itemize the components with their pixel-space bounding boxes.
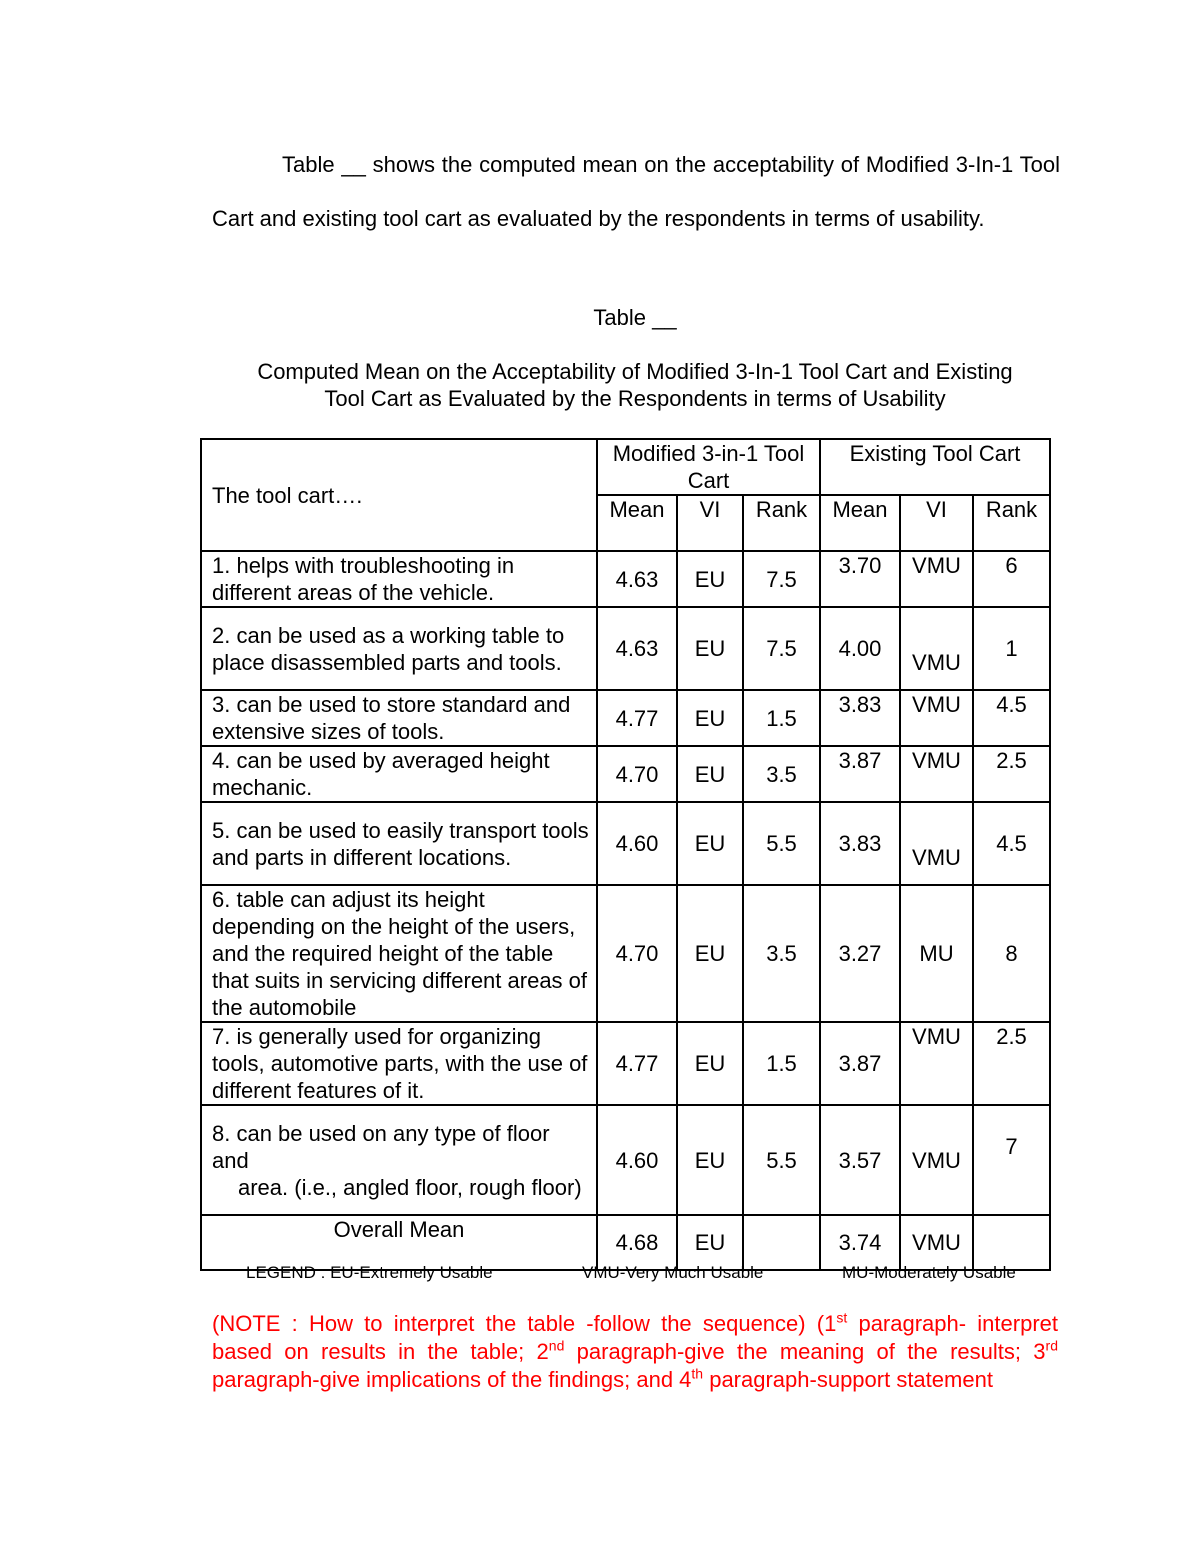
existing-rank-cell: 1 (973, 607, 1050, 690)
col-header-mean: Mean (820, 495, 900, 551)
col-header-rank: Rank (973, 495, 1050, 551)
existing-vi-cell: VMU (900, 1105, 973, 1215)
modified-mean-cell: 4.60 (597, 1105, 677, 1215)
usability-table (200, 438, 1051, 1271)
table-row (201, 885, 1050, 1022)
existing-rank-cell: 8 (973, 885, 1050, 1022)
item-cell: 2. can be used as a working table to place disassembled parts and tools. (201, 607, 597, 690)
overall-modified-vi: EU (677, 1215, 743, 1270)
col-header-vi: VI (677, 495, 743, 551)
note-text: paragraph-give implications of the findings; and 4 (212, 1367, 692, 1392)
corner-header: The tool cart…. (201, 439, 597, 551)
existing-mean-cell: 4.00 (820, 607, 900, 690)
modified-rank-cell: 7.5 (743, 607, 820, 690)
existing-mean-cell: 3.87 (820, 1022, 900, 1105)
modified-vi-cell: EU (677, 690, 743, 746)
item-cell: 7. is generally used for organizing tools, automotive parts, with the use of different features of it. (201, 1022, 597, 1105)
existing-mean-cell: 3.87 (820, 746, 900, 802)
existing-rank-cell: 6 (973, 551, 1050, 607)
modified-rank-cell: 7.5 (743, 551, 820, 607)
table-row (201, 802, 1050, 885)
note-text: paragraph- interpret based on results in the table; 2 (212, 1311, 1058, 1364)
existing-rank-cell: 2.5 (973, 1022, 1050, 1105)
modified-rank-cell: 3.5 (743, 746, 820, 802)
table-label: Table __ (593, 305, 677, 330)
table-title-line2: Tool Cart as Evaluated by the Respondents in terms of Usability (324, 386, 946, 411)
group-header-existing: Existing Tool Cart (820, 439, 1050, 495)
existing-mean-cell: 3.27 (820, 885, 900, 1022)
item-line: area. (i.e., angled floor, rough floor) (238, 1174, 582, 1200)
existing-vi-cell: VMU (900, 1022, 973, 1105)
modified-rank-cell: 3.5 (743, 885, 820, 1022)
modified-mean-cell: 4.70 (597, 885, 677, 1022)
table-row (201, 551, 1050, 607)
existing-vi-cell: VMU (900, 607, 973, 690)
item-cell: 6. table can adjust its height depending on the height of the users, and the required height of the table that suits in servicing different areas of the automobile (201, 885, 597, 1022)
overall-existing-mean: 3.74 (820, 1215, 900, 1270)
item-cell: 1. helps with troubleshooting in different areas of the vehicle. (201, 551, 597, 607)
intro-paragraph: Table __ shows the computed mean on the acceptability of Modified 3-In-1 Tool Cart and existing tool cart as evaluated by the respondents in terms of usability. (212, 152, 1060, 231)
modified-vi-cell: EU (677, 802, 743, 885)
col-header-vi: VI (900, 495, 973, 551)
modified-mean-cell: 4.77 (597, 690, 677, 746)
modified-rank-cell: 1.5 (743, 1022, 820, 1105)
modified-mean-cell: 4.63 (597, 551, 677, 607)
interpretation-note (212, 1310, 1058, 1394)
modified-vi-cell: EU (677, 885, 743, 1022)
table-row (201, 1105, 1050, 1215)
existing-vi-cell: MU (900, 885, 973, 1022)
existing-rank-cell: 7 (973, 1105, 1050, 1215)
note-text: paragraph-give the meaning of the results; 3 (564, 1339, 1046, 1364)
modified-vi-cell: EU (677, 1105, 743, 1215)
note-text: paragraph-support statement (703, 1367, 993, 1392)
modified-rank-cell: 5.5 (743, 1105, 820, 1215)
table-row (201, 607, 1050, 690)
overall-modified-mean: 4.68 (597, 1215, 677, 1270)
note-sup: rd (1045, 1337, 1058, 1354)
existing-mean-cell: 3.83 (820, 802, 900, 885)
note-sup: st (836, 1309, 848, 1326)
item-cell: 5. can be used to easily transport tools and parts in different locations. (201, 802, 597, 885)
col-header-rank: Rank (743, 495, 820, 551)
existing-vi-cell: VMU (900, 746, 973, 802)
modified-vi-cell: EU (677, 551, 743, 607)
modified-vi-cell: EU (677, 607, 743, 690)
legend-mu: MU-Moderately Usable (842, 1263, 1016, 1282)
item-cell: 3. can be used to store standard and extensive sizes of tools. (201, 690, 597, 746)
note-text: (NOTE : How to interpret the table -follow the sequence) (1 (212, 1311, 837, 1336)
existing-mean-cell: 3.70 (820, 551, 900, 607)
modified-mean-cell: 4.70 (597, 746, 677, 802)
note-sup: th (691, 1365, 704, 1382)
table-row (201, 746, 1050, 802)
legend-vmu: VMU-Very Much Usable (582, 1263, 764, 1282)
note-sup: nd (548, 1337, 565, 1354)
existing-vi-cell: VMU (900, 551, 973, 607)
existing-rank-cell: 2.5 (973, 746, 1050, 802)
modified-mean-cell: 4.63 (597, 607, 677, 690)
table-row (201, 690, 1050, 746)
existing-rank-cell: 4.5 (973, 690, 1050, 746)
legend-eu: LEGEND : EU-Extremely Usable (246, 1263, 493, 1282)
modified-vi-cell: EU (677, 746, 743, 802)
modified-rank-cell: 5.5 (743, 802, 820, 885)
table-title-line1: Computed Mean on the Acceptability of Modified 3-In-1 Tool Cart and Existing (257, 359, 1013, 384)
modified-vi-cell: EU (677, 1022, 743, 1105)
col-header-mean: Mean (597, 495, 677, 551)
overall-existing-vi: VMU (900, 1215, 973, 1270)
group-header-modified: Modified 3-in-1 Tool Cart (597, 439, 820, 495)
modified-mean-cell: 4.77 (597, 1022, 677, 1105)
item-cell (201, 1105, 597, 1215)
modified-rank-cell: 1.5 (743, 690, 820, 746)
existing-rank-cell: 4.5 (973, 802, 1050, 885)
overall-label: Overall Mean (201, 1215, 597, 1270)
item-line: 8. can be used on any type of floor and (212, 1120, 550, 1173)
existing-vi-cell: VMU (900, 690, 973, 746)
existing-mean-cell: 3.83 (820, 690, 900, 746)
table-row (201, 1022, 1050, 1105)
modified-mean-cell: 4.60 (597, 802, 677, 885)
existing-vi-cell: VMU (900, 802, 973, 885)
item-cell: 4. can be used by averaged height mechanic. (201, 746, 597, 802)
table-title (200, 358, 1070, 412)
existing-mean-cell: 3.57 (820, 1105, 900, 1215)
